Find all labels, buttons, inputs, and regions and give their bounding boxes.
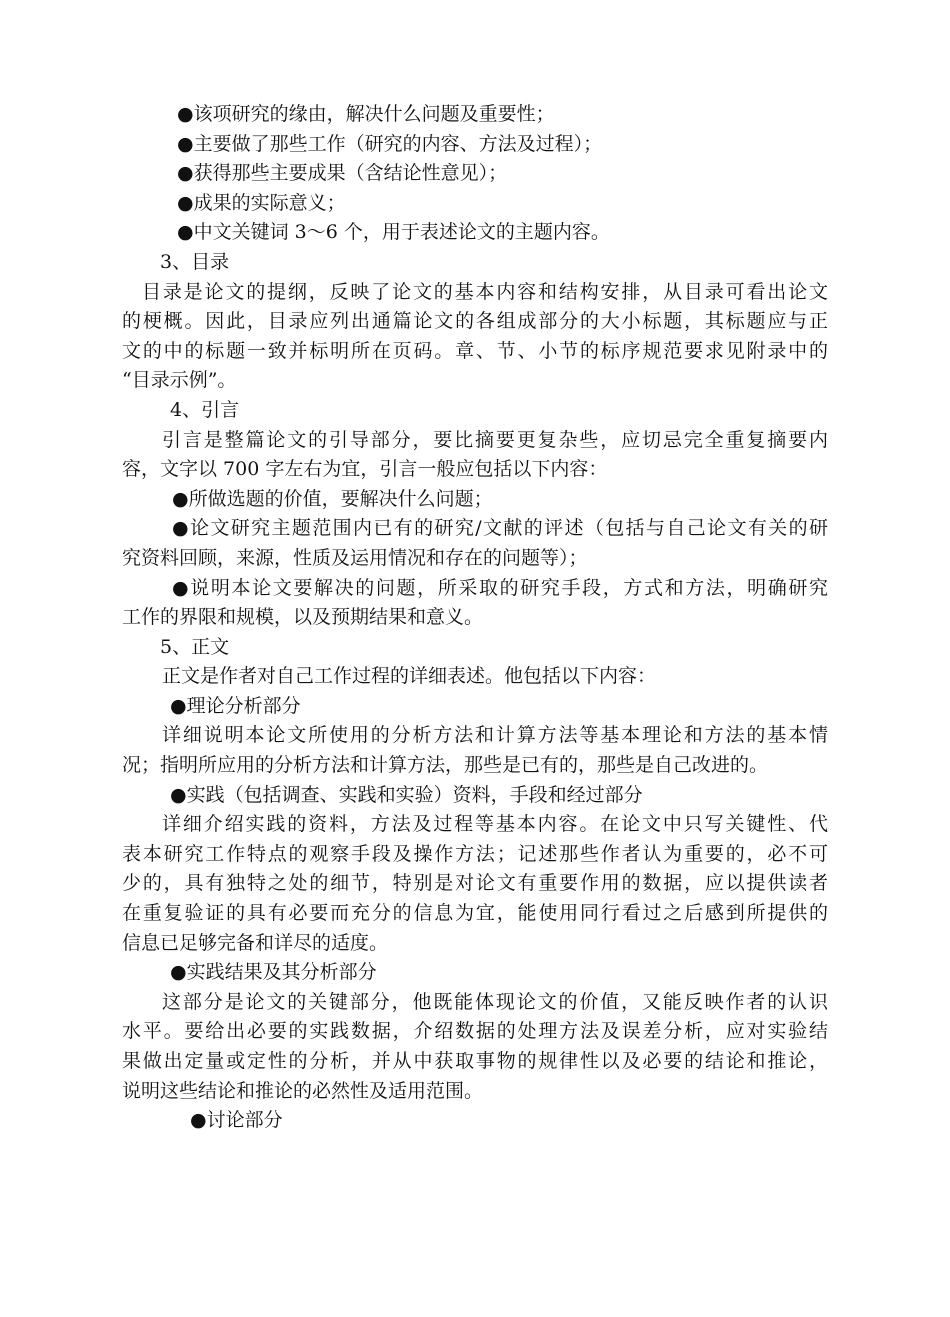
paragraph-line: 详细说明本论文所使用的分析方法和计算方法等基本理论和方法的基本情 — [162, 724, 828, 747]
paragraph-line: 说明这些结论和推论的必然性及适用范围。 — [122, 1079, 484, 1102]
bullet-main-results: ●获得那些主要成果（含结论性意见）； — [177, 162, 508, 185]
paragraph-line: 表本研究工作特点的观察手段及操作方法；记述那些作者认为重要的，必不可 — [122, 842, 828, 865]
paragraph-line: 目录是论文的提纲，反映了论文的基本内容和结构安排，从目录可看出论文 — [142, 280, 828, 303]
bullet-literature-review: ●论文研究主题范围内已有的研究/文献的评述（包括与自己论文有关的研 — [172, 517, 828, 540]
bullet-main-work: ●主要做了那些工作（研究的内容、方法及过程）； — [177, 132, 603, 155]
paragraph-line: 究资料回顾，来源，性质及运用情况和存在的问题等）； — [122, 546, 588, 569]
heading-introduction: 4、引言 — [170, 398, 240, 421]
paragraph-line: 在重复验证的具有必要而充分的信息为宜，能使用同行看过之后感到所提供的 — [122, 902, 828, 925]
paragraph-line: 这部分是论文的关键部分，他既能体现论文的价值，又能反映作者的认识 — [162, 990, 828, 1013]
bullet-results-analysis: ●实践结果及其分析部分 — [170, 961, 377, 984]
paragraph-line: 容，文字以 700 字左右为宜，引言一般应包括以下内容： — [122, 458, 608, 481]
paragraph-line: 果做出定量或定性的分析，并从中获取事物的规律性以及必要的结论和推论， — [122, 1050, 828, 1072]
document-body — [122, 100, 828, 1136]
bullet-discussion: ●讨论部分 — [190, 1109, 283, 1132]
paragraph-line: 少的，具有独特之处的细节，特别是对论文有重要作用的数据，应以提供读者 — [122, 872, 828, 895]
bullet-theory-analysis: ●理论分析部分 — [170, 694, 301, 717]
heading-contents: 3、目录 — [160, 250, 230, 273]
bullet-keywords: ●中文关键词 3～6 个，用于表述论文的主题内容。 — [177, 221, 610, 244]
bullet-practice-materials: ●实践（包括调查、实践和实验）资料，手段和经过部分 — [170, 783, 643, 806]
paragraph-line: 文的中的标题一致并标明所在页码。章、节、小节的标序规范要求见附录中的 — [122, 339, 828, 362]
bullet-topic-value: ●所做选题的价值，要解决什么问题； — [172, 487, 493, 510]
paragraph-line: 信息已足够完备和详尽的适度。 — [122, 931, 389, 954]
paragraph-line: 详细介绍实践的资料，方法及过程等基本内容。在论文中只写关键性、代 — [162, 813, 828, 836]
paragraph-line: 水平。要给出必要的实践数据，介绍数据的处理方法及误差分析，应对实验结 — [122, 1020, 828, 1043]
paragraph-line: 引言是整篇论文的引导部分，要比摘要更复杂些，应切忌完全重复摘要内 — [162, 428, 828, 451]
paragraph-line: 况；指明所应用的分析方法和计算方法，那些是已有的，那些是自己改进的。 — [122, 754, 769, 777]
paragraph-line: “目录示例”。 — [122, 369, 237, 392]
paragraph-line: 正文是作者对自己工作过程的详细表述。他包括以下内容： — [162, 665, 657, 688]
paragraph-line: 工作的界限和规模，以及预期结果和意义。 — [122, 606, 484, 629]
paragraph-line: 的梗概。因此，目录应列出通篇论文的各组成部分的大小标题，其标题应与正 — [122, 310, 828, 333]
bullet-problem-statement: ●说明本论文要解决的问题，所采取的研究手段，方式和方法，明确研究 — [172, 576, 828, 599]
bullet-research-reason: ●该项研究的缘由，解决什么问题及重要性； — [177, 103, 555, 125]
heading-main-text: 5、正文 — [160, 635, 230, 658]
bullet-practical-meaning: ●成果的实际意义； — [177, 191, 346, 214]
